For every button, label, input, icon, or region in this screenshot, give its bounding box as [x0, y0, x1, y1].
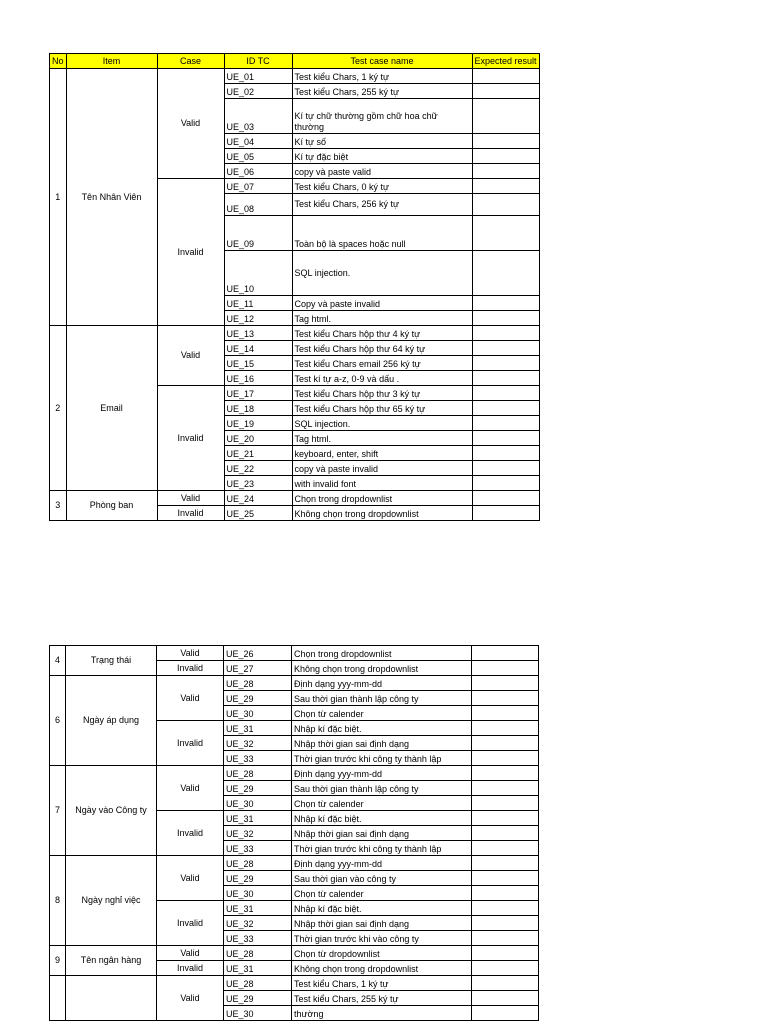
- expected-result: [472, 721, 539, 736]
- expected-result: [472, 661, 539, 676]
- expected-result: [472, 1006, 539, 1021]
- test-case-id: UE_31: [224, 961, 292, 976]
- test-case-name: with invalid font: [292, 476, 472, 491]
- expected-result: [472, 134, 539, 149]
- test-case-id: UE_22: [224, 461, 292, 476]
- test-case-name: Kí tự số: [292, 134, 472, 149]
- test-case-name: Chọn từ dropdownlist: [292, 946, 472, 961]
- header-item: Item: [66, 54, 157, 69]
- table-row: [50, 326, 540, 341]
- test-case-id: UE_06: [224, 164, 292, 179]
- case-type: Invalid: [157, 961, 224, 976]
- expected-result: [472, 751, 539, 766]
- test-case-id: UE_28: [224, 856, 292, 871]
- test-case-name: keyboard, enter, shift: [292, 446, 472, 461]
- expected-result: [472, 691, 539, 706]
- test-case-id: UE_04: [224, 134, 292, 149]
- item-name: Ngày áp dụng: [66, 676, 157, 766]
- test-case-name: thường: [292, 1006, 472, 1021]
- test-case-id: UE_33: [224, 751, 292, 766]
- test-case-name: Test kiểu Chars, 255 ký tự: [292, 991, 472, 1006]
- test-case-id: UE_21: [224, 446, 292, 461]
- case-type: Invalid: [157, 179, 224, 326]
- test-case-id: UE_28: [224, 676, 292, 691]
- expected-result: [472, 781, 539, 796]
- expected-result: [472, 491, 539, 506]
- test-case-name: Test kiểu Chars hộp thư 64 ký tự: [292, 341, 472, 356]
- item-number: 2: [50, 326, 67, 491]
- expected-result: [472, 916, 539, 931]
- header-case: Case: [157, 54, 224, 69]
- test-case-table-1: [49, 53, 540, 521]
- test-case-id: UE_28: [224, 946, 292, 961]
- table-1-body: [50, 69, 540, 521]
- test-case-name: copy và paste invalid: [292, 461, 472, 476]
- item-name: Phòng ban: [66, 491, 157, 521]
- test-case-id: UE_19: [224, 416, 292, 431]
- test-case-name: Test kiểu Chars, 255 ký tự: [292, 84, 472, 99]
- test-case-id: UE_14: [224, 341, 292, 356]
- test-case-id: UE_30: [224, 796, 292, 811]
- expected-result: [472, 886, 539, 901]
- header-id-tc: ID TC: [224, 54, 292, 69]
- test-case-name: Nhập thời gian sai định dạng: [292, 736, 472, 751]
- item-number: 6: [50, 676, 66, 766]
- item-number: 4: [50, 646, 66, 676]
- test-case-name: Nhập thời gian sai định dạng: [292, 916, 472, 931]
- expected-result: [472, 476, 539, 491]
- test-case-id: UE_28: [224, 766, 292, 781]
- expected-result: [472, 646, 539, 661]
- expected-result: [472, 84, 539, 99]
- table-row: [50, 676, 539, 691]
- table-row: [50, 69, 540, 84]
- expected-result: [472, 706, 539, 721]
- test-case-id: UE_32: [224, 916, 292, 931]
- expected-result: [472, 766, 539, 781]
- test-case-name: Tag html.: [292, 311, 472, 326]
- test-case-name: copy và paste valid: [292, 164, 472, 179]
- test-case-name: Nhập thời gian sai định dạng: [292, 826, 472, 841]
- test-case-name: Nhập kí đặc biệt.: [292, 811, 472, 826]
- test-case-name: Thời gian trước khi vào công ty: [292, 931, 472, 946]
- case-type: Valid: [157, 766, 224, 811]
- test-case-id: UE_29: [224, 691, 292, 706]
- expected-result: [472, 179, 539, 194]
- table-row: [50, 856, 539, 871]
- item-number: 1: [50, 69, 67, 326]
- test-case-name: Thời gian trước khi công ty thành lập: [292, 841, 472, 856]
- test-case-name: Test kiểu Chars, 0 ký tự: [292, 179, 472, 194]
- expected-result: [472, 401, 539, 416]
- test-case-name: Chọn từ calender: [292, 706, 472, 721]
- case-type: Invalid: [157, 506, 224, 521]
- expected-result: [472, 149, 539, 164]
- test-case-name: SQL injection.: [292, 251, 472, 296]
- header-test-case-name: Test case name: [292, 54, 472, 69]
- case-type: Valid: [157, 491, 224, 506]
- header-expected-result: Expected result: [472, 54, 539, 69]
- expected-result: [472, 871, 539, 886]
- test-case-name: Copy và paste invalid: [292, 296, 472, 311]
- expected-result: [472, 826, 539, 841]
- case-type: Valid: [157, 69, 224, 179]
- test-case-id: UE_15: [224, 356, 292, 371]
- test-case-id: UE_31: [224, 721, 292, 736]
- test-case-name: Sau thời gian vào công ty: [292, 871, 472, 886]
- item-number: 8: [50, 856, 66, 946]
- test-case-name: Không chọn trong dropdownlist: [292, 661, 472, 676]
- test-case-name: Không chọn trong dropdownlist: [292, 961, 472, 976]
- table-2-body: [50, 646, 539, 1021]
- case-type: Invalid: [157, 661, 224, 676]
- table-row: [50, 646, 539, 661]
- test-case-id: UE_03: [224, 99, 292, 134]
- test-case-name: Sau thời gian thành lập công ty: [292, 781, 472, 796]
- item-name: Ngày nghỉ việc: [66, 856, 157, 946]
- item-name: [66, 976, 157, 1021]
- test-case-name: Kí tự đặc biệt: [292, 149, 472, 164]
- expected-result: [472, 931, 539, 946]
- test-case-id: UE_28: [224, 976, 292, 991]
- test-case-name: Nhập kí đặc biệt.: [292, 721, 472, 736]
- test-case-name: Chọn trong dropdownlist: [292, 646, 472, 661]
- case-type: Valid: [157, 676, 224, 721]
- test-case-name: Không chọn trong dropdownlist: [292, 506, 472, 521]
- expected-result: [472, 386, 539, 401]
- expected-result: [472, 251, 539, 296]
- expected-result: [472, 356, 539, 371]
- test-case-id: UE_07: [224, 179, 292, 194]
- expected-result: [472, 976, 539, 991]
- test-case-id: UE_08: [224, 194, 292, 216]
- expected-result: [472, 506, 539, 521]
- expected-result: [472, 326, 539, 341]
- test-case-id: UE_01: [224, 69, 292, 84]
- test-case-id: UE_32: [224, 736, 292, 751]
- test-case-id: UE_02: [224, 84, 292, 99]
- test-case-name: Tag html.: [292, 431, 472, 446]
- test-case-name: Test kiểu Chars, 1 ký tự: [292, 976, 472, 991]
- test-case-id: UE_29: [224, 991, 292, 1006]
- test-case-id: UE_26: [224, 646, 292, 661]
- expected-result: [472, 841, 539, 856]
- test-case-name: Test kiểu Chars email 256 ký tự: [292, 356, 472, 371]
- test-case-id: UE_29: [224, 781, 292, 796]
- case-type: Invalid: [157, 721, 224, 766]
- test-case-name: Test kiểu Chars hộp thư 65 ký tự: [292, 401, 472, 416]
- test-case-name: SQL injection.: [292, 416, 472, 431]
- expected-result: [472, 341, 539, 356]
- item-number: 7: [50, 766, 66, 856]
- header-row: [50, 54, 540, 69]
- test-case-id: UE_30: [224, 886, 292, 901]
- case-type: Valid: [157, 856, 224, 901]
- test-case-id: UE_23: [224, 476, 292, 491]
- test-case-id: UE_18: [224, 401, 292, 416]
- test-case-id: UE_32: [224, 826, 292, 841]
- expected-result: [472, 676, 539, 691]
- test-case-name: Test kiểu Chars, 1 ký tự: [292, 69, 472, 84]
- table-row: [50, 766, 539, 781]
- expected-result: [472, 311, 539, 326]
- expected-result: [472, 99, 539, 134]
- test-case-id: UE_11: [224, 296, 292, 311]
- test-case-name: Kí tự chữ thường gồm chữ hoa chữ thường: [292, 99, 472, 134]
- expected-result: [472, 371, 539, 386]
- test-case-name: Chọn từ calender: [292, 796, 472, 811]
- test-case-name: Thời gian trước khi công ty thành lập: [292, 751, 472, 766]
- table-row: [50, 946, 539, 961]
- case-type: Valid: [157, 976, 224, 1021]
- test-case-name: Chọn trong dropdownlist: [292, 491, 472, 506]
- item-number: 3: [50, 491, 67, 521]
- case-type: Valid: [157, 326, 224, 386]
- item-name: Trạng thái: [66, 646, 157, 676]
- expected-result: [472, 991, 539, 1006]
- expected-result: [472, 164, 539, 179]
- test-case-id: UE_33: [224, 841, 292, 856]
- expected-result: [472, 194, 539, 216]
- expected-result: [472, 796, 539, 811]
- test-case-id: UE_24: [224, 491, 292, 506]
- case-type: Valid: [157, 646, 224, 661]
- test-case-name: Định dạng yyy-mm-dd: [292, 766, 472, 781]
- test-case-id: UE_30: [224, 1006, 292, 1021]
- test-case-name: Chọn từ calender: [292, 886, 472, 901]
- test-case-id: UE_12: [224, 311, 292, 326]
- table-row: [50, 976, 539, 991]
- item-name: Tên ngân hàng: [66, 946, 157, 976]
- expected-result: [472, 811, 539, 826]
- test-case-id: UE_30: [224, 706, 292, 721]
- expected-result: [472, 431, 539, 446]
- test-case-id: UE_29: [224, 871, 292, 886]
- expected-result: [472, 216, 539, 251]
- test-case-name: Test kí tự a-z, 0-9 và dấu .: [292, 371, 472, 386]
- expected-result: [472, 461, 539, 476]
- expected-result: [472, 296, 539, 311]
- expected-result: [472, 901, 539, 916]
- test-case-name: Test kiểu Chars, 256 ký tự: [292, 194, 472, 216]
- test-case-table-2: [49, 645, 539, 1021]
- test-case-id: UE_05: [224, 149, 292, 164]
- test-case-id: UE_33: [224, 931, 292, 946]
- case-type: Invalid: [157, 811, 224, 856]
- test-case-id: UE_25: [224, 506, 292, 521]
- test-case-id: UE_27: [224, 661, 292, 676]
- case-type: Valid: [157, 946, 224, 961]
- test-case-id: UE_20: [224, 431, 292, 446]
- item-name: Tên Nhân Viên: [66, 69, 157, 326]
- test-case-name: Test kiểu Chars hộp thư 3 ký tự: [292, 386, 472, 401]
- test-case-id: UE_31: [224, 811, 292, 826]
- item-number: 9: [50, 946, 66, 976]
- test-case-name: Nhập kí đặc biệt.: [292, 901, 472, 916]
- case-type: Invalid: [157, 386, 224, 491]
- expected-result: [472, 416, 539, 431]
- table-row: [50, 491, 540, 506]
- expected-result: [472, 736, 539, 751]
- test-case-id: UE_31: [224, 901, 292, 916]
- case-type: Invalid: [157, 901, 224, 946]
- item-name: Ngày vào Công ty: [66, 766, 157, 856]
- test-case-name: Test kiểu Chars hộp thư 4 ký tự: [292, 326, 472, 341]
- test-case-name: Định dạng yyy-mm-dd: [292, 676, 472, 691]
- expected-result: [472, 69, 539, 84]
- expected-result: [472, 446, 539, 461]
- item-number: [50, 976, 66, 1021]
- expected-result: [472, 856, 539, 871]
- expected-result: [472, 961, 539, 976]
- test-case-id: UE_13: [224, 326, 292, 341]
- item-name: Email: [66, 326, 157, 491]
- test-case-id: UE_16: [224, 371, 292, 386]
- test-case-id: UE_09: [224, 216, 292, 251]
- test-case-name: Toàn bộ là spaces hoặc null: [292, 216, 472, 251]
- expected-result: [472, 946, 539, 961]
- header-no: No: [50, 54, 67, 69]
- test-case-id: UE_17: [224, 386, 292, 401]
- test-case-name: Sau thời gian thành lập công ty: [292, 691, 472, 706]
- test-case-name: Định dạng yyy-mm-dd: [292, 856, 472, 871]
- test-case-id: UE_10: [224, 251, 292, 296]
